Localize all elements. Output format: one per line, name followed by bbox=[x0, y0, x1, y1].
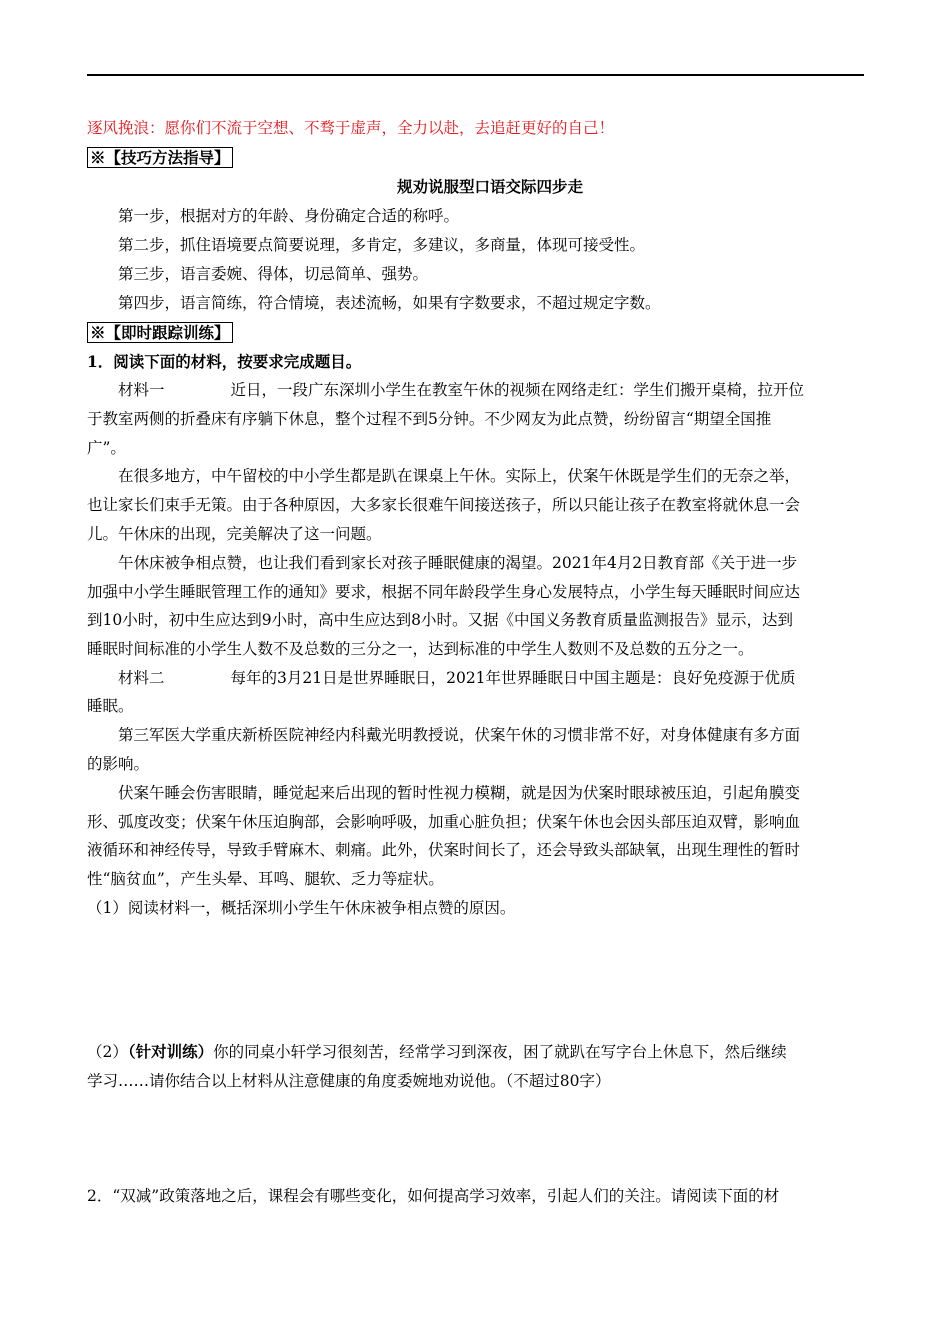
paragraph-line: 睡眠时间标准的小学生人数不及总数的三分之一，达到标准的中学生人数则不及总数的五分之一。 bbox=[87, 640, 754, 658]
paragraph-line: 儿。午休床的出现，完美解决了这一问题。 bbox=[87, 525, 382, 543]
paragraph-line: 伏案午睡会伤害眼睛，睡觉起来后出现的暂时性视力模糊，就是因为伏案时眼球被压迫，引起角膜变 bbox=[118, 784, 801, 802]
material-1-line: 广”。 bbox=[87, 439, 126, 457]
paragraph-line: 液循环和神经传导，导致手臂麻木、刺痛。此外，伏案时间长了，还会导致头部缺氧，出现生理性的暂时 bbox=[87, 841, 801, 859]
paragraph-line: 在很多地方，中午留校的中小学生都是趴在课桌上午休。实际上，伏案午休既是学生们的无奈之举， bbox=[118, 467, 801, 485]
paragraph-line: 午休床被争相点赞，也让我们看到家长对孩子睡眠健康的渴望。2021年4月2日教育部《关于进一步 bbox=[118, 554, 798, 572]
page-title: 规劝说服型口语交际四步走 bbox=[396, 177, 583, 196]
subquestion-2-tag: （针对训练） bbox=[127, 1042, 214, 1061]
subquestion-1: （1）阅读材料一，概括深圳小学生午休床被争相点赞的原因。 bbox=[87, 899, 516, 917]
section-heading-tips bbox=[87, 147, 233, 168]
header-rule bbox=[87, 74, 864, 76]
question-2: 2．“双减”政策落地之后，课程会有哪些变化，如何提高学习效率，引起人们的关注。请阅读下面的材 bbox=[87, 1187, 780, 1205]
paragraph-line: 性“脑贫血”，产生头晕、耳鸣、腿软、乏力等症状。 bbox=[87, 870, 444, 888]
step-2: 第二步，抓住语境要点简要说理，多肯定，多建议，多商量，体现可接受性。 bbox=[118, 236, 646, 254]
section-box: ※【技巧方法指导】 bbox=[87, 147, 233, 168]
paragraph-line: 也让家长们束手无策。由于各种原因，大多家长很难午间接送孩子，所以只能让孩子在教室将就休息一会 bbox=[87, 496, 801, 514]
paragraph-line: 第三军医大学重庆新桥医院神经内科戴光明教授说，伏案午休的习惯非常不好，对身体健康有多方面 bbox=[118, 726, 801, 744]
step-3: 第三步，语言委婉、得体，切忌简单、强势。 bbox=[118, 265, 429, 283]
step-1: 第一步，根据对方的年龄、身份确定合适的称呼。 bbox=[118, 207, 460, 225]
subquestion-2: （2）（针对训练）你的同桌小轩学习很刻苦，经常学习到深夜，困了就趴在写字台上休息下，然后继续 bbox=[87, 1042, 787, 1061]
paragraph-line: 到10小时，初中生应达到9小时，高中生应达到8小时。又据《中国义务教育质量监测报告》显示，达到 bbox=[87, 611, 793, 629]
motto: 逐风挽浪：愿你们不流于空想、不骛于虚声，全力以赴，去追赶更好的自己！ bbox=[87, 119, 615, 137]
paragraph-line: 的影响。 bbox=[87, 755, 150, 773]
subquestion-2-line: 学习……请你结合以上材料从注意健康的角度委婉地劝说他。（不超过80字） bbox=[87, 1072, 611, 1090]
paragraph-line: 加强中小学生睡眠管理工作的通知》要求，根据不同年龄段学生身心发展特点，小学生每天睡眠时间应达 bbox=[87, 583, 801, 601]
material-1-line: 于教室两侧的折叠床有序躺下休息，整个过程不到5分钟。不少网友为此点赞，纷纷留言“期望全国推 bbox=[87, 410, 772, 428]
material-1-label: 材料一 bbox=[118, 381, 165, 399]
material-2-label: 材料二 bbox=[118, 669, 165, 687]
material-1-line: 材料一 近日，一段广东深圳小学生在教室午休的视频在网络走红：学生们搬开桌椅，拉开位 bbox=[118, 381, 805, 399]
section-box: ※【即时跟踪训练】 bbox=[87, 322, 233, 343]
question-1-heading: 1．阅读下面的材料，按要求完成题目。 bbox=[87, 352, 362, 371]
material-2-line: 睡眠。 bbox=[87, 697, 134, 715]
section-heading-practice bbox=[87, 322, 233, 343]
material-2-line: 材料二 每年的3月21日是世界睡眠日，2021年世界睡眠日中国主题是：良好免疫源于优质 bbox=[118, 669, 796, 687]
paragraph-line: 形、弧度改变；伏案午休压迫胸部，会影响呼吸，加重心脏负担；伏案午休也会因头部压迫双臂，影响血 bbox=[87, 813, 801, 831]
step-4: 第四步，语言简练，符合情境，表述流畅，如果有字数要求，不超过规定字数。 bbox=[118, 294, 661, 312]
